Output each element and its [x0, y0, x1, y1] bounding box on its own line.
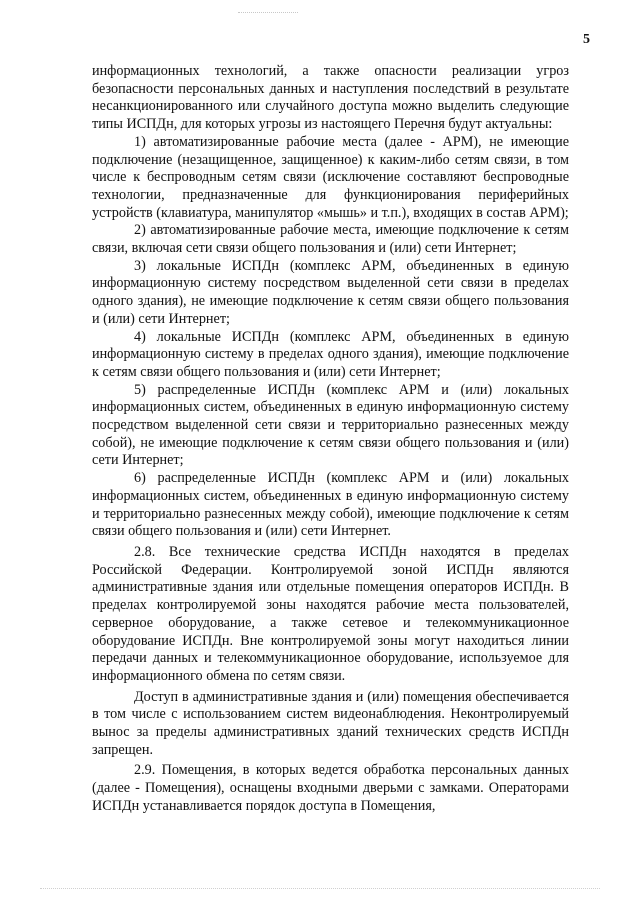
page-number: 5 — [583, 32, 590, 47]
list-item-4: 4) локальные ИСПДн (комплекс АРМ, объединенных в единую информационную систему в пределах одного здания), имеющие подключение к сетям связи общего пользования и (или) сети Интернет; — [92, 328, 569, 380]
section-2-8: 2.8. Все технические средства ИСПДн находятся в пределах Российской Федерации. Контролируемой зоной ИСПДн являются административные здания или отдельные помещения операторов ИСПДн. В пределах контролируемой зоны находятся рабочие места пользователей, серверное оборудование, а также сетевое и телекоммуникационное оборудование ИСПДн. Вне контролируемой зоны могут находиться линии передачи данных и телекоммуникационное оборудование, используемое для информационного обмена по сетям связи. — [92, 543, 569, 684]
list-item-5: 5) распределенные ИСПДн (комплекс АРМ и (или) локальных информационных систем, объединенных в единую информационную систему посредством выделенной сети связи и территориально разнесенных между собой), не имеющие подключение к сетям связи общего пользования и (или) сети Интернет; — [92, 381, 569, 469]
paragraph-intro: информационных технологий, а также опасности реализации угроз безопасности персональных данных и наступления последствий в результате несанкционированного или случайного доступа можно выделить следующие типы ИСПДн, для которых угрозы из настоящего Перечня будут актуальны: — [92, 63, 569, 133]
document-body — [92, 63, 569, 816]
scan-artifact-bottom — [40, 888, 600, 891]
list-item-2: 2) автоматизированные рабочие места, имеющие подключение к сетям связи, включая сети связи общего пользования и (или) сети Интернет; — [92, 222, 569, 257]
scan-artifact-top — [238, 12, 298, 17]
paragraph-access: Доступ в административные здания и (или) помещения обеспечивается в том числе с использованием систем видеонаблюдения. Неконтролируемый вынос за пределы административных зданий технических средств ИСПДн запрещен. — [92, 688, 569, 758]
list-item-1: 1) автоматизированные рабочие места (далее - АРМ), не имеющие подключение (незащищенное, защищенное) к каким-либо сетям связи, в том числе к беспроводным сетям связи (исключение составляют беспроводные технологии, предназначенные для функционирования периферийных устройств (клавиатура, манипулятор «мышь» и т.п.), входящих в состав АРМ); — [92, 133, 569, 221]
list-item-6: 6) распределенные ИСПДн (комплекс АРМ и (или) локальных информационных систем, объединенных в единую информационную систему и территориально разнесенных между собой), имеющие подключение к сетям связи общего пользования и (или) сети Интернет. — [92, 470, 569, 540]
section-2-9: 2.9. Помещения, в которых ведется обработка персональных данных (далее - Помещения), оснащены входными дверьми с замками. Операторами ИСПДн устанавливается порядок доступа в Помещения, — [92, 762, 569, 814]
list-item-3: 3) локальные ИСПДн (комплекс АРМ, объединенных в единую информационную систему посредством выделенной сети связи в пределах одного здания), не имеющие подключение к сетям связи общего пользования и (или) сети Интернет; — [92, 257, 569, 327]
